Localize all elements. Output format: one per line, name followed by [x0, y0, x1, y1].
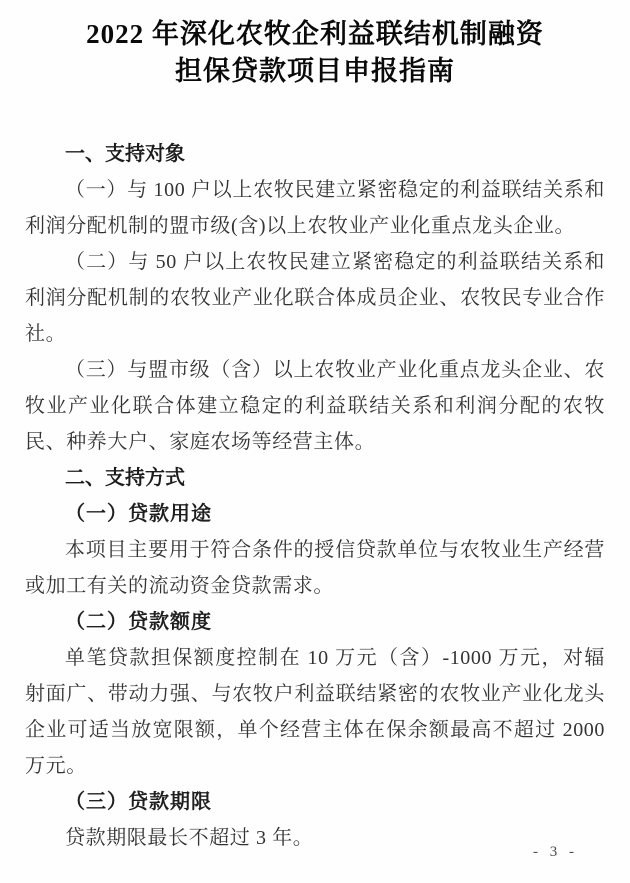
title-line-2: 担保贷款项目申报指南: [175, 56, 455, 86]
paragraph-support-target-1: （一）与 100 户以上农牧民建立紧密稳定的利益联结关系和利润分配机制的盟市级(含)以上农牧业产业化重点龙头企业。: [25, 179, 605, 237]
paragraph-support-target-3: （三）与盟市级（含）以上农牧业产业化重点龙头企业、农牧业产业化联合体建立稳定的利益联结关系和利润分配的农牧民、种养大户、家庭农场等经营主体。: [25, 359, 605, 453]
section-heading-support-targets: 一、支持对象: [65, 143, 185, 165]
subsection-heading-loan-term: （三）贷款期限: [65, 791, 212, 813]
paragraph-loan-amount: 单笔贷款担保额度控制在 10 万元（含）-1000 万元，对辐射面广、带动力强、与农牧户利益联结紧密的农牧业产业化龙头企业可适当放宽限额，单个经营主体在保余额最高不超过 2000 万元。: [25, 647, 605, 777]
paragraph-support-target-2: （二）与 50 户以上农牧民建立紧密稳定的利益联结关系和利润分配机制的农牧业产业化联合体成员企业、农牧民专业合作社。: [25, 251, 605, 345]
page-number: - 3 -: [533, 844, 578, 860]
section-heading-support-methods: 二、支持方式: [65, 467, 185, 489]
document-body: [25, 136, 605, 856]
subsection-heading-loan-purpose: （一）贷款用途: [65, 503, 212, 525]
subsection-heading-loan-amount: （二）贷款额度: [65, 611, 212, 633]
document-title: [0, 0, 630, 90]
title-line-1: 2022 年深化农牧企利益联结机制融资: [86, 19, 544, 49]
paragraph-loan-purpose: 本项目主要用于符合条件的授信贷款单位与农牧业生产经营或加工有关的流动资金贷款需求。: [25, 539, 605, 597]
paragraph-loan-term: 贷款期限最长不超过 3 年。: [65, 827, 314, 849]
